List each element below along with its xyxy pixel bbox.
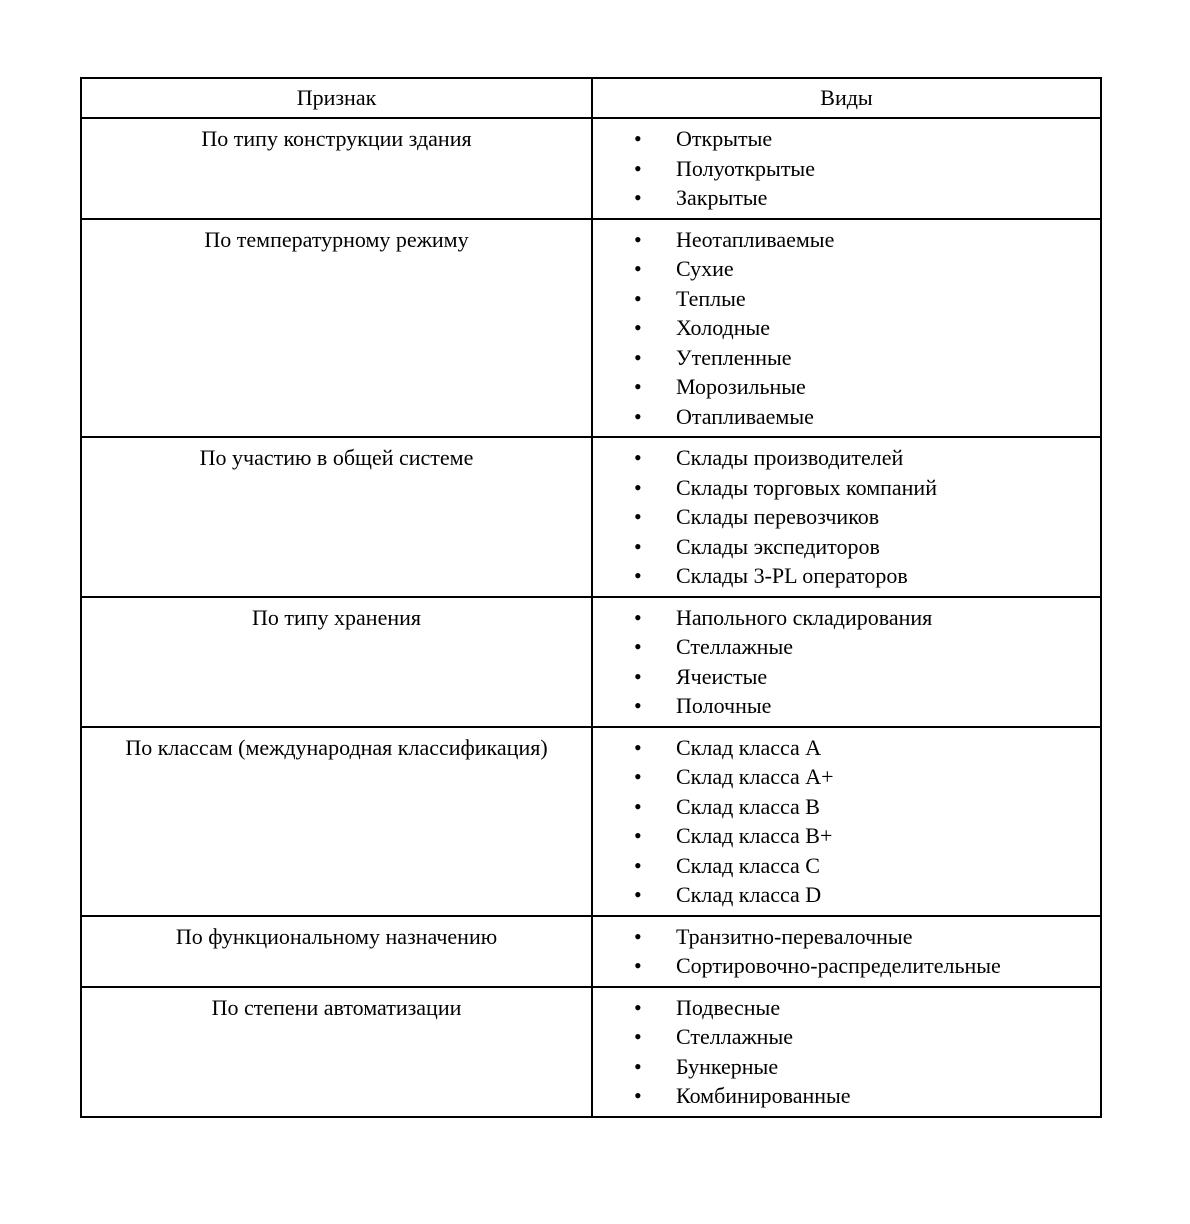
header-criterion: Признак [81,78,592,118]
kind-label: Закрытые [676,185,768,210]
kinds-cell [592,437,1101,597]
list-item [593,372,1100,402]
list-item [593,662,1100,692]
bullet-icon: • [634,445,642,470]
table-row [81,987,1101,1117]
bullet-icon: • [634,315,642,340]
kind-label: Стеллажные [676,634,794,659]
kinds-list [593,124,1100,213]
list-item [593,532,1100,562]
criterion-cell: По классам (международная классификация) [81,727,592,916]
kind-label: Склады производителей [676,445,904,470]
table-row [81,219,1101,438]
list-item [593,343,1100,373]
kind-label: Склад класса B+ [676,823,833,848]
bullet-icon: • [634,764,642,789]
kinds-list [593,603,1100,721]
kind-label: Подвесные [676,994,781,1020]
list-item [593,473,1100,503]
bullet-icon: • [634,663,642,689]
kinds-list [593,443,1100,591]
header-kinds: Виды [592,78,1101,118]
list-item [593,402,1100,432]
list-item [593,632,1100,662]
criterion-cell: По функциональному назначению [81,916,592,987]
kind-label: Склады экспедиторов [676,533,880,559]
bullet-icon: • [634,852,642,878]
bullet-icon: • [634,693,642,718]
list-item [593,603,1100,633]
kind-label: Стеллажные [676,1024,794,1049]
kind-label: Склад класса A [676,734,822,760]
table-row [81,437,1101,597]
kind-label: Утепленные [676,344,792,370]
kinds-cell [592,219,1101,438]
list-item [593,1052,1100,1082]
list-item [593,880,1100,910]
list-item [593,183,1100,213]
table-row [81,118,1101,219]
bullet-icon: • [634,533,642,559]
list-item [593,993,1100,1023]
kinds-list [593,922,1100,981]
bullet-icon: • [634,1024,642,1049]
kinds-list [593,993,1100,1111]
criterion-cell: По типу хранения [81,597,592,727]
kind-label: Транзитно-перевалочные [676,923,913,949]
bullet-icon: • [634,226,642,252]
list-item [593,922,1100,952]
kind-label: Напольного складирования [676,604,933,630]
list-item [593,561,1100,591]
bullet-icon: • [634,1053,642,1079]
bullet-icon: • [634,634,642,659]
kinds-cell [592,118,1101,219]
list-item [593,502,1100,532]
bullet-icon: • [634,155,642,181]
bullet-icon: • [634,374,642,399]
kind-label: Ячеистые [676,663,768,689]
bullet-icon: • [634,604,642,630]
kind-label: Склад класса A+ [676,764,834,789]
bullet-icon: • [634,185,642,210]
list-item [593,313,1100,343]
kind-label: Полочные [676,693,772,718]
list-item [593,1081,1100,1111]
kind-label: Склады перевозчиков [676,504,880,529]
kind-label: Морозильные [676,374,806,399]
criterion-cell: По температурному режиму [81,219,592,438]
list-item [593,851,1100,881]
kind-label: Склады торговых компаний [676,474,937,500]
list-item [593,124,1100,154]
bullet-icon: • [634,734,642,760]
table-row [81,597,1101,727]
table-row [81,727,1101,916]
list-item [593,691,1100,721]
bullet-icon: • [634,1083,642,1108]
bullet-icon: • [634,953,642,978]
list-item [593,154,1100,184]
kind-label: Отапливаемые [676,403,814,429]
list-item [593,284,1100,314]
list-item [593,225,1100,255]
kind-label: Теплые [676,285,746,311]
kinds-cell [592,597,1101,727]
kind-label: Склад класса C [676,852,820,878]
bullet-icon: • [634,256,642,281]
bullet-icon: • [634,344,642,370]
warehouse-classification-table [80,77,1102,1118]
kind-label: Открытые [676,126,773,151]
list-item [593,762,1100,792]
kinds-cell [592,916,1101,987]
bullet-icon: • [634,504,642,529]
kind-label: Склады 3-PL операторов [676,563,908,588]
kind-label: Неотапливаемые [676,226,835,252]
kind-label: Бункерные [676,1053,779,1079]
table-row [81,916,1101,987]
kinds-list [593,733,1100,910]
kind-label: Сортировочно-распределительные [676,953,1001,978]
kind-label: Холодные [676,315,771,340]
list-item [593,1022,1100,1052]
kind-label: Сухие [676,256,734,281]
bullet-icon: • [634,126,642,151]
kind-label: Склад класса B [676,793,820,819]
bullet-icon: • [634,563,642,588]
criterion-cell: По участию в общей системе [81,437,592,597]
list-item [593,792,1100,822]
bullet-icon: • [634,823,642,848]
bullet-icon: • [634,923,642,949]
list-item [593,821,1100,851]
kind-label: Полуоткрытые [676,155,815,181]
criterion-cell: По типу конструкции здания [81,118,592,219]
bullet-icon: • [634,994,642,1020]
bullet-icon: • [634,285,642,311]
list-item [593,951,1100,981]
bullet-icon: • [634,474,642,500]
kinds-cell [592,727,1101,916]
kinds-list [593,225,1100,432]
list-item [593,254,1100,284]
criterion-cell: По степени автоматизации [81,987,592,1117]
bullet-icon: • [634,403,642,429]
table-header-row [81,78,1101,118]
list-item [593,443,1100,473]
bullet-icon: • [634,882,642,907]
list-item [593,733,1100,763]
kinds-cell [592,987,1101,1117]
bullet-icon: • [634,793,642,819]
kind-label: Комбинированные [676,1083,851,1108]
kind-label: Склад класса D [676,882,822,907]
